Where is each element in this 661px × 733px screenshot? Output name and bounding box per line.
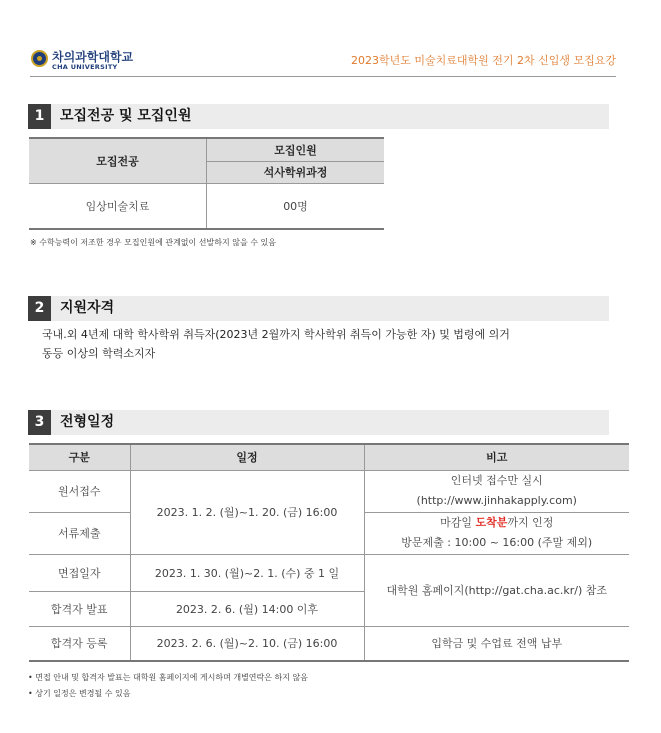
- header-divider: [30, 76, 616, 77]
- apply-remark-line-1: 인터넷 접수만 실시: [450, 474, 543, 487]
- university-seal-icon: [31, 50, 48, 67]
- docs-remark-highlight: 도착분: [475, 516, 508, 529]
- table-row: [29, 183, 384, 229]
- qualification-line-1: 국내.외 4년제 대학 학사학위 취득자(2023년 2월까지 학사학위 취득이 가능한 자) 및 법령에 의거: [42, 328, 510, 341]
- col-remark-header: 비고: [364, 444, 629, 470]
- docs-remark-pre: 마감일: [440, 516, 476, 529]
- register-remark: 입학금 및 수업료 전액 납부: [364, 626, 629, 661]
- docs-remark-post: 까지 인정: [507, 516, 554, 529]
- section-3-title: 전형일정: [60, 414, 115, 430]
- section-2-number: 2: [28, 296, 51, 321]
- logo-korean-name: 차의과학대학교: [52, 50, 134, 64]
- document-title: 2023학년도 미술치료대학원 전기 2차 신입생 모집요강: [351, 54, 616, 67]
- register-schedule: 2023. 2. 6. (월)~2. 10. (금) 16:00: [130, 626, 364, 661]
- section-3-bar: [28, 410, 609, 435]
- docs-remark-line-2: 방문제출 : 10:00 ~ 16:00 (주말 제외): [401, 536, 593, 549]
- col-schedule-header: 일정: [130, 444, 364, 470]
- result-schedule: 2023. 2. 6. (월) 14:00 이후: [130, 591, 364, 626]
- apply-label: 원서접수: [29, 470, 130, 512]
- major-cell: 임상미술치료: [29, 183, 207, 229]
- docs-remark: [364, 512, 629, 554]
- register-label: 합격자 등록: [29, 626, 130, 661]
- section-2-title: 지원자격: [60, 300, 115, 316]
- apply-remark-line-2: (http://www.jinhakapply.com): [416, 494, 577, 507]
- section-3-number: 3: [28, 410, 51, 435]
- col-quota-header: 모집인원: [207, 138, 385, 161]
- section-2-bar: [28, 296, 609, 321]
- section-1-title: 모집전공 및 모집인원: [60, 108, 192, 124]
- table-row: [29, 626, 629, 661]
- docs-remark-line-1: [365, 513, 630, 533]
- table-row: [29, 470, 629, 512]
- homepage-remark: 대학원 홈페이지(http://gat.cha.ac.kr/) 참조: [364, 554, 629, 626]
- result-label: 합격자 발표: [29, 591, 130, 626]
- logo-english-name: CHA UNIVERSITY: [52, 63, 118, 71]
- interview-schedule: 2023. 1. 30. (월)~2. 1. (수) 중 1 일: [130, 554, 364, 591]
- quota-cell: 00명: [207, 183, 385, 229]
- table-row: [29, 554, 629, 591]
- qualification-line-2: 동등 이상의 학력소지자: [42, 347, 156, 360]
- col-major-header: 모집전공: [29, 138, 207, 183]
- schedule-table: [29, 443, 629, 662]
- apply-docs-schedule: 2023. 1. 2. (월)~1. 20. (금) 16:00: [130, 470, 364, 554]
- interview-label: 면접일자: [29, 554, 130, 591]
- section-1-number: 1: [28, 104, 51, 129]
- docs-label: 서류제출: [29, 512, 130, 554]
- schedule-note-2: • 상기 일정은 변경될 수 있음: [28, 689, 131, 698]
- schedule-note-1: • 면접 안내 및 합격자 발표는 대학원 홈페이지에 게시하며 개별연락은 하지 않음: [28, 673, 308, 682]
- col-category-header: 구분: [29, 444, 130, 470]
- apply-remark: [364, 470, 629, 512]
- schedule-notes: [28, 670, 308, 702]
- col-quota-subheader: 석사학위과정: [207, 161, 385, 183]
- selection-note: ※ 수학능력이 저조한 경우 모집인원에 관계없이 선발하지 않을 수 있음: [30, 238, 276, 247]
- quota-table: [29, 137, 384, 230]
